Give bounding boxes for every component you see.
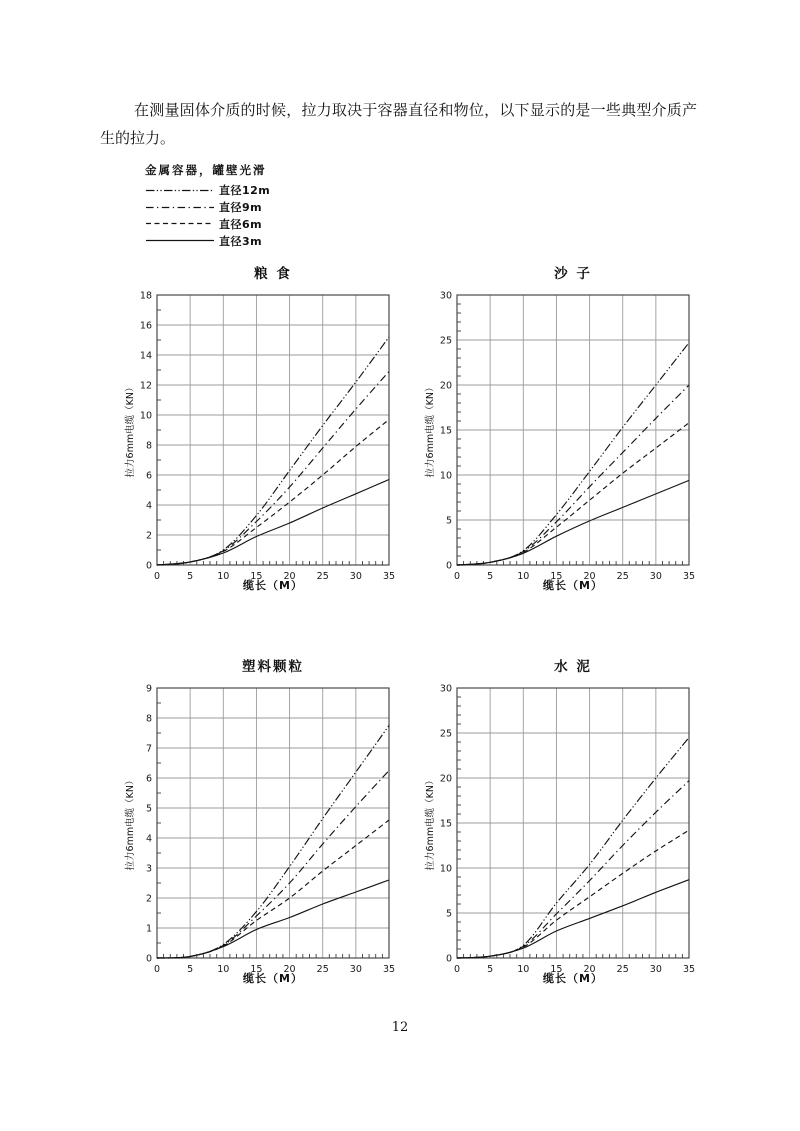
legend-item-diameter-9m — [145, 199, 270, 216]
svg-text:0: 0 — [153, 964, 161, 975]
x-axis-label: 缆长（M） — [543, 579, 603, 592]
svg-text:35: 35 — [382, 964, 396, 975]
chart-title: 沙 子 — [554, 266, 592, 282]
svg-text:15: 15 — [439, 818, 452, 830]
legend-item-label: 直径9m — [219, 201, 263, 215]
intro-paragraph: 在测量固体介质的时候，拉力取决于容器直径和物位，以下显示的是一些典型介质产生的拉力。 — [100, 101, 697, 147]
chart-legend — [145, 162, 270, 249]
legend-item-diameter-12m — [145, 182, 270, 199]
chart-cement: 水 泥 0 5 10 15 20 25 30 35 0 5 10 15 20 25 30 拉力6mm电缆（KN） 缆长（M） — [411, 653, 711, 998]
grain-chart-plot — [111, 260, 411, 605]
legend-item-label: 直径6m — [219, 217, 263, 231]
svg-text:35: 35 — [382, 571, 396, 582]
svg-text:2: 2 — [145, 893, 152, 905]
chart-grain: 粮 食 0 5 10 15 20 25 30 35 0 2 4 6 8 10 12 14 16 18 拉力6mm电缆（KN） 缆长（M） — [111, 260, 411, 605]
legend-item-diameter-3m — [145, 232, 270, 249]
plastic-granules-chart-plot — [111, 653, 411, 998]
svg-text:0: 0 — [153, 571, 161, 582]
svg-text:7: 7 — [145, 743, 152, 755]
svg-text:25: 25 — [616, 571, 629, 582]
chart-sand: 沙 子 0 5 10 15 20 25 30 35 0 5 10 15 20 25 30 拉力6mm电缆（KN） 缆长（M） — [411, 260, 711, 605]
page-number: 12 — [391, 1020, 409, 1035]
svg-text:10: 10 — [517, 571, 530, 582]
svg-text:6: 6 — [145, 470, 152, 482]
svg-text:6: 6 — [145, 773, 152, 785]
legend-item-label: 直径12m — [219, 184, 271, 198]
svg-text:10: 10 — [439, 470, 452, 482]
svg-text:0: 0 — [145, 560, 152, 572]
svg-text:10: 10 — [517, 964, 530, 975]
svg-text:8: 8 — [145, 440, 152, 452]
svg-text:15: 15 — [439, 425, 452, 437]
svg-text:10: 10 — [139, 410, 152, 422]
svg-text:35: 35 — [682, 571, 696, 582]
svg-text:15: 15 — [250, 964, 263, 975]
legend-title: 金属容器，罐壁光滑 — [145, 163, 267, 177]
svg-text:30: 30 — [649, 571, 662, 582]
svg-text:5: 5 — [187, 571, 194, 582]
svg-text:25: 25 — [316, 964, 329, 975]
svg-text:20: 20 — [439, 773, 452, 785]
svg-text:25: 25 — [316, 571, 329, 582]
svg-text:10: 10 — [439, 863, 452, 875]
svg-text:12: 12 — [139, 380, 152, 392]
svg-text:5: 5 — [187, 964, 194, 975]
svg-text:20: 20 — [583, 964, 596, 975]
svg-text:5: 5 — [487, 571, 494, 582]
chart-title: 水 泥 — [554, 659, 592, 675]
svg-text:20: 20 — [283, 571, 296, 582]
svg-text:10: 10 — [217, 964, 230, 975]
svg-text:0: 0 — [445, 560, 452, 572]
svg-text:25: 25 — [439, 335, 452, 347]
svg-text:0: 0 — [453, 964, 461, 975]
svg-text:30: 30 — [649, 964, 662, 975]
svg-text:30: 30 — [349, 571, 362, 582]
legend-item-diameter-6m — [145, 216, 270, 233]
svg-text:1: 1 — [145, 923, 152, 935]
svg-text:30: 30 — [439, 290, 452, 302]
svg-text:30: 30 — [439, 683, 452, 695]
svg-text:4: 4 — [145, 500, 152, 512]
svg-text:3: 3 — [145, 863, 152, 875]
chart-title: 塑料颗粒 — [242, 659, 304, 675]
x-axis-label: 缆长（M） — [243, 972, 303, 985]
svg-text:16: 16 — [139, 320, 152, 332]
svg-text:4: 4 — [145, 833, 152, 845]
svg-text:5: 5 — [445, 515, 452, 527]
cement-chart-plot — [411, 653, 711, 998]
svg-text:25: 25 — [616, 964, 629, 975]
svg-text:15: 15 — [550, 571, 563, 582]
x-axis-label: 缆长（M） — [243, 579, 303, 592]
svg-text:20: 20 — [439, 380, 452, 392]
svg-text:15: 15 — [550, 964, 563, 975]
dash-dot-dot-line-icon — [145, 186, 215, 195]
svg-text:20: 20 — [283, 964, 296, 975]
svg-text:15: 15 — [250, 571, 263, 582]
svg-text:30: 30 — [349, 964, 362, 975]
chart-title: 粮 食 — [254, 266, 292, 282]
sand-chart-plot — [411, 260, 711, 605]
legend-item-label: 直径3m — [219, 234, 263, 248]
x-axis-label: 缆长（M） — [543, 972, 603, 985]
svg-text:25: 25 — [439, 728, 452, 740]
svg-text:5: 5 — [445, 908, 452, 920]
svg-text:20: 20 — [583, 571, 596, 582]
solid-line-icon — [145, 236, 215, 245]
svg-text:18: 18 — [139, 290, 152, 302]
dashed-line-icon — [145, 219, 215, 228]
svg-text:9: 9 — [145, 683, 152, 695]
svg-text:0: 0 — [145, 953, 152, 965]
dash-dot-line-icon — [145, 203, 215, 212]
svg-text:5: 5 — [487, 964, 494, 975]
svg-text:0: 0 — [453, 571, 461, 582]
svg-text:8: 8 — [145, 713, 152, 725]
svg-text:14: 14 — [139, 350, 152, 362]
svg-text:2: 2 — [145, 530, 152, 542]
svg-text:5: 5 — [145, 803, 152, 815]
chart-plastic-granules: 塑料颗粒 0 5 10 15 20 25 30 35 0 1 2 3 4 5 6 7 8 9 拉力6mm电缆（KN） 缆长（M） — [111, 653, 411, 998]
svg-text:35: 35 — [682, 964, 696, 975]
svg-text:0: 0 — [445, 953, 452, 965]
svg-text:10: 10 — [217, 571, 230, 582]
